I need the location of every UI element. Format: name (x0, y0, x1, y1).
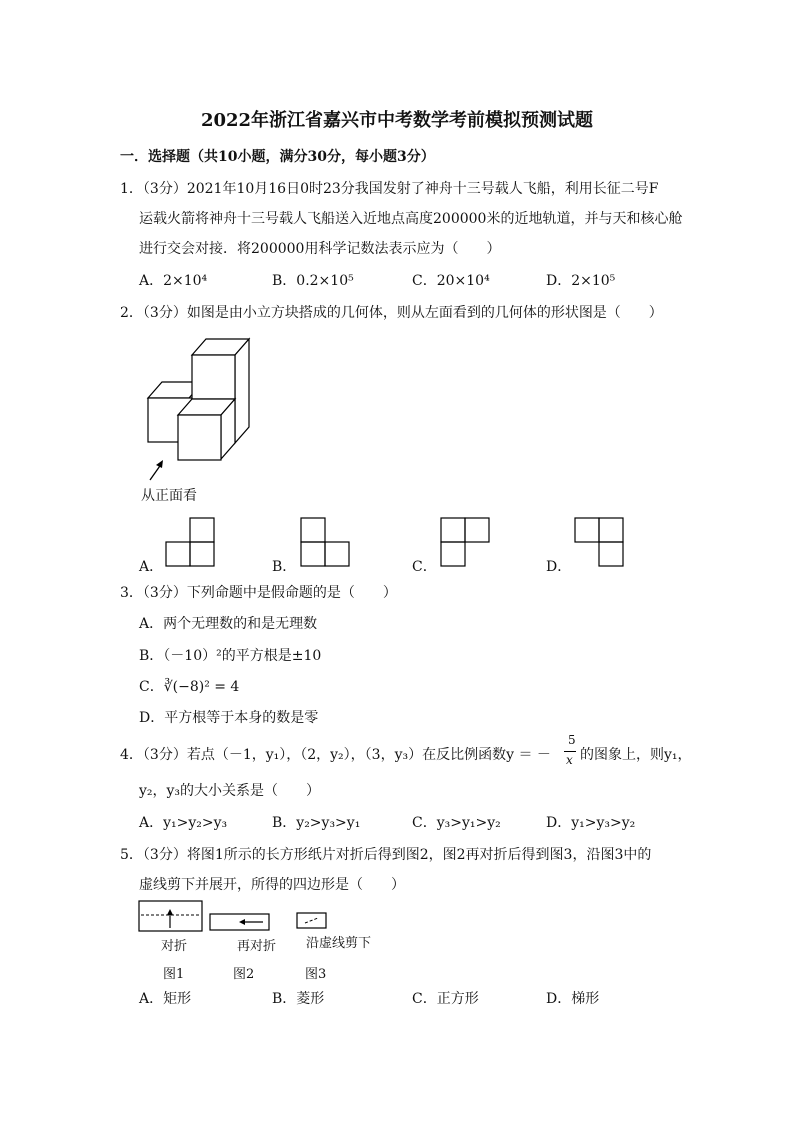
q2-option-b-figure (301, 517, 351, 567)
section-heading: 一．选择题（共10小题，满分30分，每小题3分） (120, 149, 435, 165)
q4-option-c: C．y₃>y₁>y₂ (412, 815, 501, 831)
q4-fraction-numerator: 5 (568, 733, 576, 747)
q5-option-b: B．菱形 (272, 991, 325, 1007)
q2-option-d-figure (575, 517, 625, 567)
q4-option-b: B．y₂>y₃>y₁ (272, 815, 361, 831)
q4-line2: y₂，y₃的大小关系是（ ） (139, 783, 321, 799)
q4-line1-part2: 的图象上，则y₁， (580, 747, 692, 763)
q5-fig3-label: 图3 (305, 967, 327, 982)
q1-option-c: C．20×10⁴ (412, 273, 490, 289)
q2-option-b: B． (272, 559, 297, 575)
q2-option-a: A． (139, 559, 164, 575)
q5-option-c: C．正方形 (412, 991, 479, 1007)
q5-figure-2 (209, 913, 271, 933)
q1-option-a: A．2×10⁴ (139, 273, 208, 289)
q2-option-d: D． (546, 559, 572, 575)
q5-caption-cut: 沿虚线剪下 (306, 936, 372, 951)
q3-option-d: D．平方根等于本身的数是零 (139, 710, 319, 726)
q1-line2: 运载火箭将神舟十三号载人飞船送入近地点高度200000米的近地轨道，并与天和核心舱 (139, 211, 683, 227)
q1-option-d: D．2×10⁵ (546, 273, 616, 289)
q5-fig1-label: 图1 (163, 967, 185, 982)
q5-caption-fold: 对折 (161, 939, 188, 954)
q5-caption-fold-again: 再对折 (237, 939, 277, 954)
q4-fraction-denominator: x (566, 753, 573, 767)
q5-fig2-label: 图2 (233, 967, 255, 982)
q5-line2: 虚线剪下并展开，所得的四边形是（ ） (139, 877, 405, 893)
q4-fraction-bar (564, 751, 576, 752)
q5-figure-1 (138, 900, 204, 932)
q4-option-d: D．y₁>y₃>y₂ (546, 815, 636, 831)
q4-option-a: A．y₁>y₂>y₃ (139, 815, 228, 831)
q3-line1: 3．（3分）下列命题中是假命题的是（ ） (120, 585, 397, 601)
q1-line3: 进行交会对接．将200000用科学记数法表示应为（ ） (139, 241, 501, 257)
cube-solid-figure (140, 335, 260, 470)
q3-option-a: A．两个无理数的和是无理数 (139, 616, 318, 632)
q5-line1: 5．（3分）将图1所示的长方形纸片对折后得到图2，图2再对折后得到图3，沿图3中的 (120, 847, 652, 863)
q2-option-c-figure (441, 517, 491, 567)
q2-option-c: C． (412, 559, 437, 575)
q2-option-a-figure (166, 517, 216, 567)
q4-line1-part1: 4．（3分）若点（－1，y₁），（2，y₂），（3，y₃）在反比例函数y ＝ － (120, 747, 551, 763)
q2-line1: 2．（3分）如图是由小立方块搭成的几何体，则从左面看到的几何体的形状图是（ ） (120, 305, 663, 321)
q1-line1: 1．（3分）2021年10月16日0时23分我国发射了神舟十三号载人飞船，利用长征二号F (120, 181, 659, 197)
q1-option-b: B．0.2×10⁵ (272, 273, 354, 289)
q3-option-c: C．∛(−8)² = 4 (139, 679, 240, 695)
front-view-label: 从正面看 (141, 488, 197, 504)
q5-figure-3 (296, 912, 328, 932)
q5-option-d: D．梯形 (546, 991, 600, 1007)
q5-option-a: A．矩形 (139, 991, 192, 1007)
q3-option-b: B．（－10）²的平方根是±10 (139, 648, 322, 664)
arrow-icon (146, 458, 166, 482)
page-title: 2022年浙江省嘉兴市中考数学考前模拟预测试题 (200, 110, 594, 131)
